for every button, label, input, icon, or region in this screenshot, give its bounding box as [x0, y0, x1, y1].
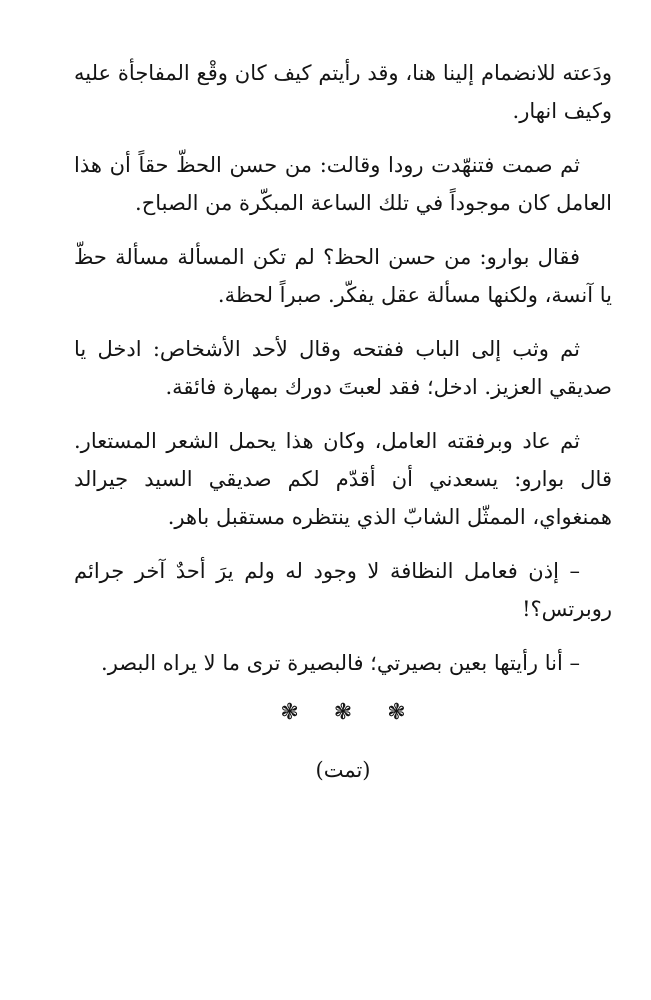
- flower-ornament-icon: ❃: [387, 700, 420, 725]
- paragraph-2: ثم صمت فتنهّدت رودا وقالت: من حسن الحظّ حقاً أن هذا العامل كان موجوداً في تلك الساعة المبكّرة من الصباح.: [74, 153, 612, 215]
- flower-ornament-icon: ❃: [280, 700, 313, 725]
- dialogue-line-1: – إذن فعامل النظافة لا وجود له ولم يرَ أحدٌ آخر جرائم روبرتس؟!: [74, 559, 612, 621]
- paragraph-4: ثم وثب إلى الباب ففتحه وقال لأحد الأشخاص: ادخل يا صديقي العزيز. ادخل؛ فقد لعبتَ دورك بمهارة فائقة.: [74, 337, 612, 399]
- paragraph-5: ثم عاد وبرفقته العامل، وكان هذا يحمل الشعر المستعار. قال بوارو: يسعدني أن أقدّم لكم صديقي السيد جيرالد همنغواي، الممثّل الشابّ الذي ينتظره مستقبل باهر.: [74, 429, 612, 529]
- paragraph-3: فقال بوارو: من حسن الحظ؟ لم تكن المسألة مسألة حظّ يا آنسة، ولكنها مسألة عقل يفكّر. صبراً لحظة.: [74, 245, 612, 307]
- paragraph-1: ودَعته للانضمام إلينا هنا، وقد رأيتم كيف كان وقْع المفاجأة عليه وكيف انهار.: [74, 61, 612, 123]
- flower-ornament-icon: ❃: [333, 700, 367, 725]
- dialogue-line-2: – أنا رأيتها بعين بصيرتي؛ فالبصيرة ترى ما لا يراه البصر.: [101, 651, 580, 675]
- section-separator: [74, 698, 612, 728]
- end-marker: (تمت): [315, 758, 371, 782]
- book-page: [74, 54, 612, 786]
